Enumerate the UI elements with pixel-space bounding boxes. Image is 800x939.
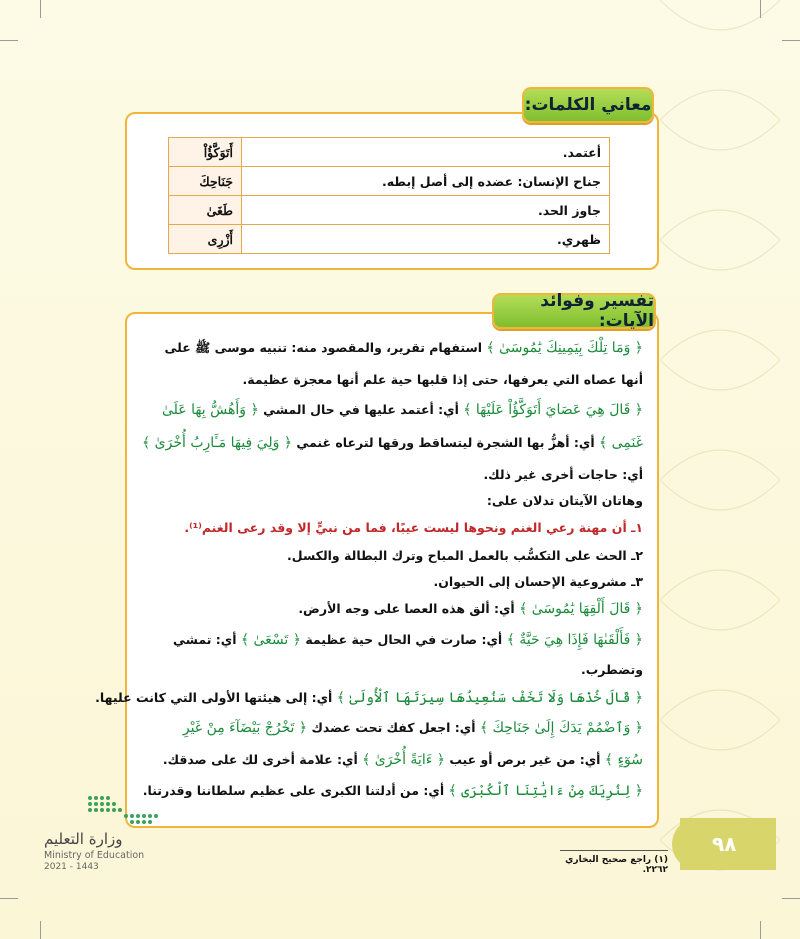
text-line [183,720,643,736]
quran-verse: ﴿ تَخْرُجْ بَيْضَآءَ مِنْ غَيْرِ [182,720,308,736]
quran-verse: ﴿ تَسْعَىٰ ﴾ [240,632,301,648]
vocab-meaning: أعتمد. [242,138,610,167]
table-row [169,225,610,254]
benefit-item: ٣ـ مشروعية الإحسان إلى الحيوان. [433,574,643,589]
quran-verse: ﴿ قَالَ خُذْهَا وَلَا تَخَفْ سَنُعِيدُهَا سِيرَتَهَا ٱلْأُولَىٰ ﴾ [336,690,643,706]
crop-mark [782,40,800,41]
quran-verse: ﴿ وَٱضْمُمْ يَدَكَ إِلَىٰ جَنَاحِكَ ﴾ [479,720,643,736]
vocab-word: طَغَىٰ [169,196,242,225]
table-row [169,167,610,196]
text-line [581,662,643,677]
quran-verse: ﴿ قَالَ هِيَ عَصَايَ أَتَوَكَّؤُاْ عَلَيْهَا ﴾ [463,402,643,418]
explanation: أي: حاجات أخرى غير ذلك. [483,467,643,482]
benefit-item: ١ـ أن مهنة رعي الغنم ونحوها ليست عيبًا، فما من نبيٍّ إلا وقد رعى الغنم⁽¹⁾. [184,520,643,535]
footnote-rule [560,850,668,851]
edition-year: 2021 - 1443 [44,862,99,872]
vocab-meaning: جناح الإنسان: عضده إلى أصل إبطه. [242,167,610,196]
ministry-logo-icon [86,792,186,826]
crop-mark [0,898,18,899]
quran-verse: ﴿ وَأَهُشُّ بِهَا عَلَىٰ [161,402,259,418]
text-line [163,752,643,768]
quran-verse: ﴿ قَالَ أَلْقِهَا يَٰمُوسَىٰ ﴾ [519,601,643,617]
explanation: أي: اجعل كفك تحت عضدك [311,720,476,735]
quran-verse: ﴿ وَلِيَ فِيهَا مَـَٔارِبُ أُخْرَىٰ ﴾ [142,435,293,451]
text-line [95,690,643,706]
text-line [142,435,643,451]
section-title-vocab: معاني الكلمات: [522,87,654,123]
text-line [483,467,643,482]
text-line [143,783,643,799]
explanation: أي: صارت في الحال حية عظيمة [305,632,503,647]
explanation: أنها عصاه التي يعرفها، حتى إذا قلبها حية علم أنها معجزة عظيمة. [242,372,643,387]
tafsir-body [95,340,643,820]
quran-verse: غَنَمِى ﴾ [599,435,643,451]
text-line [298,601,643,617]
text-line [165,340,644,359]
quran-verse: سُوٓءٍ ﴾ [604,752,643,768]
crop-mark [760,0,761,18]
crop-mark [40,0,41,18]
explanation: أي: إلى هيئتها الأولى التي كانت عليها. [95,690,333,705]
benefit-item: ٢ـ الحث على التكسُّب بالعمل المباح وترك البطالة والكسل. [287,548,643,563]
vocab-word: جَنَاحِكَ [169,167,242,196]
text-line [487,493,643,508]
crop-mark [40,921,41,939]
explanation: أي: أهزُّ بها الشجرة ليتساقط ورقها لترعاه غنمي [296,435,595,450]
section-title-tafsir: تفسير وفوائد الآيات: [492,293,656,329]
table-row [169,196,610,225]
explanation: أي: أعتمد عليها في حال المشي [263,402,459,417]
footnote: (١) راجع صحيح البخاري ٢٢٦٢. [565,855,668,875]
vocab-word: أَتَوَكَّؤُاْ [169,138,242,167]
vocab-word: أَزْرِى [169,225,242,254]
text-line [243,372,643,387]
ministry-name-ar: وزارة التعليم [44,830,123,848]
subheading: وهاتان الآيتان تدلان على: [486,493,643,508]
quran-verse: ﴿ فَأَلْقَىٰهَا فَإِذَا هِيَ حَيَّةٌ ﴾ [506,632,643,648]
explanation: أي: تمشي [172,632,237,647]
vocab-meaning: ظهري. [242,225,610,254]
page-number: ٩٨ [680,818,776,870]
explanation: استفهام تقرير، والمقصود منه: تنبيه موسى ﷺ على [164,340,483,355]
explanation: أي: ألق هذه العصا على وجه الأرض. [298,601,515,616]
text-line [162,402,643,418]
vocab-table [168,137,610,254]
text-line [173,632,643,648]
crop-mark [782,898,800,899]
explanation: وتضطرب. [580,662,643,677]
table-row [169,138,610,167]
crop-mark [760,921,761,939]
decorative-ornament [640,0,800,939]
explanation: أي: علامة أخرى لك على صدقك. [162,752,358,767]
quran-verse: ﴿ لِنُرِيَكَ مِنْ ءَايَٰتِنَا ٱلْكُبْرَى ﴾ [448,783,643,799]
explanation: أي: من غير برص أو عيب [449,752,601,767]
quran-verse: ﴿ ءَايَةً أُخْرَىٰ ﴾ [362,752,445,768]
quran-verse: ﴿ وَمَا تِلْكَ بِيَمِينِكَ يَٰمُوسَىٰ ﴾ [486,340,643,356]
ministry-name-en: Ministry of Education [44,850,145,861]
vocab-meaning: جاوز الحد. [242,196,610,225]
explanation: أي: من أدلتنا الكبرى على عظيم سلطاننا وقدرتنا. [142,783,445,798]
crop-mark [0,40,18,41]
